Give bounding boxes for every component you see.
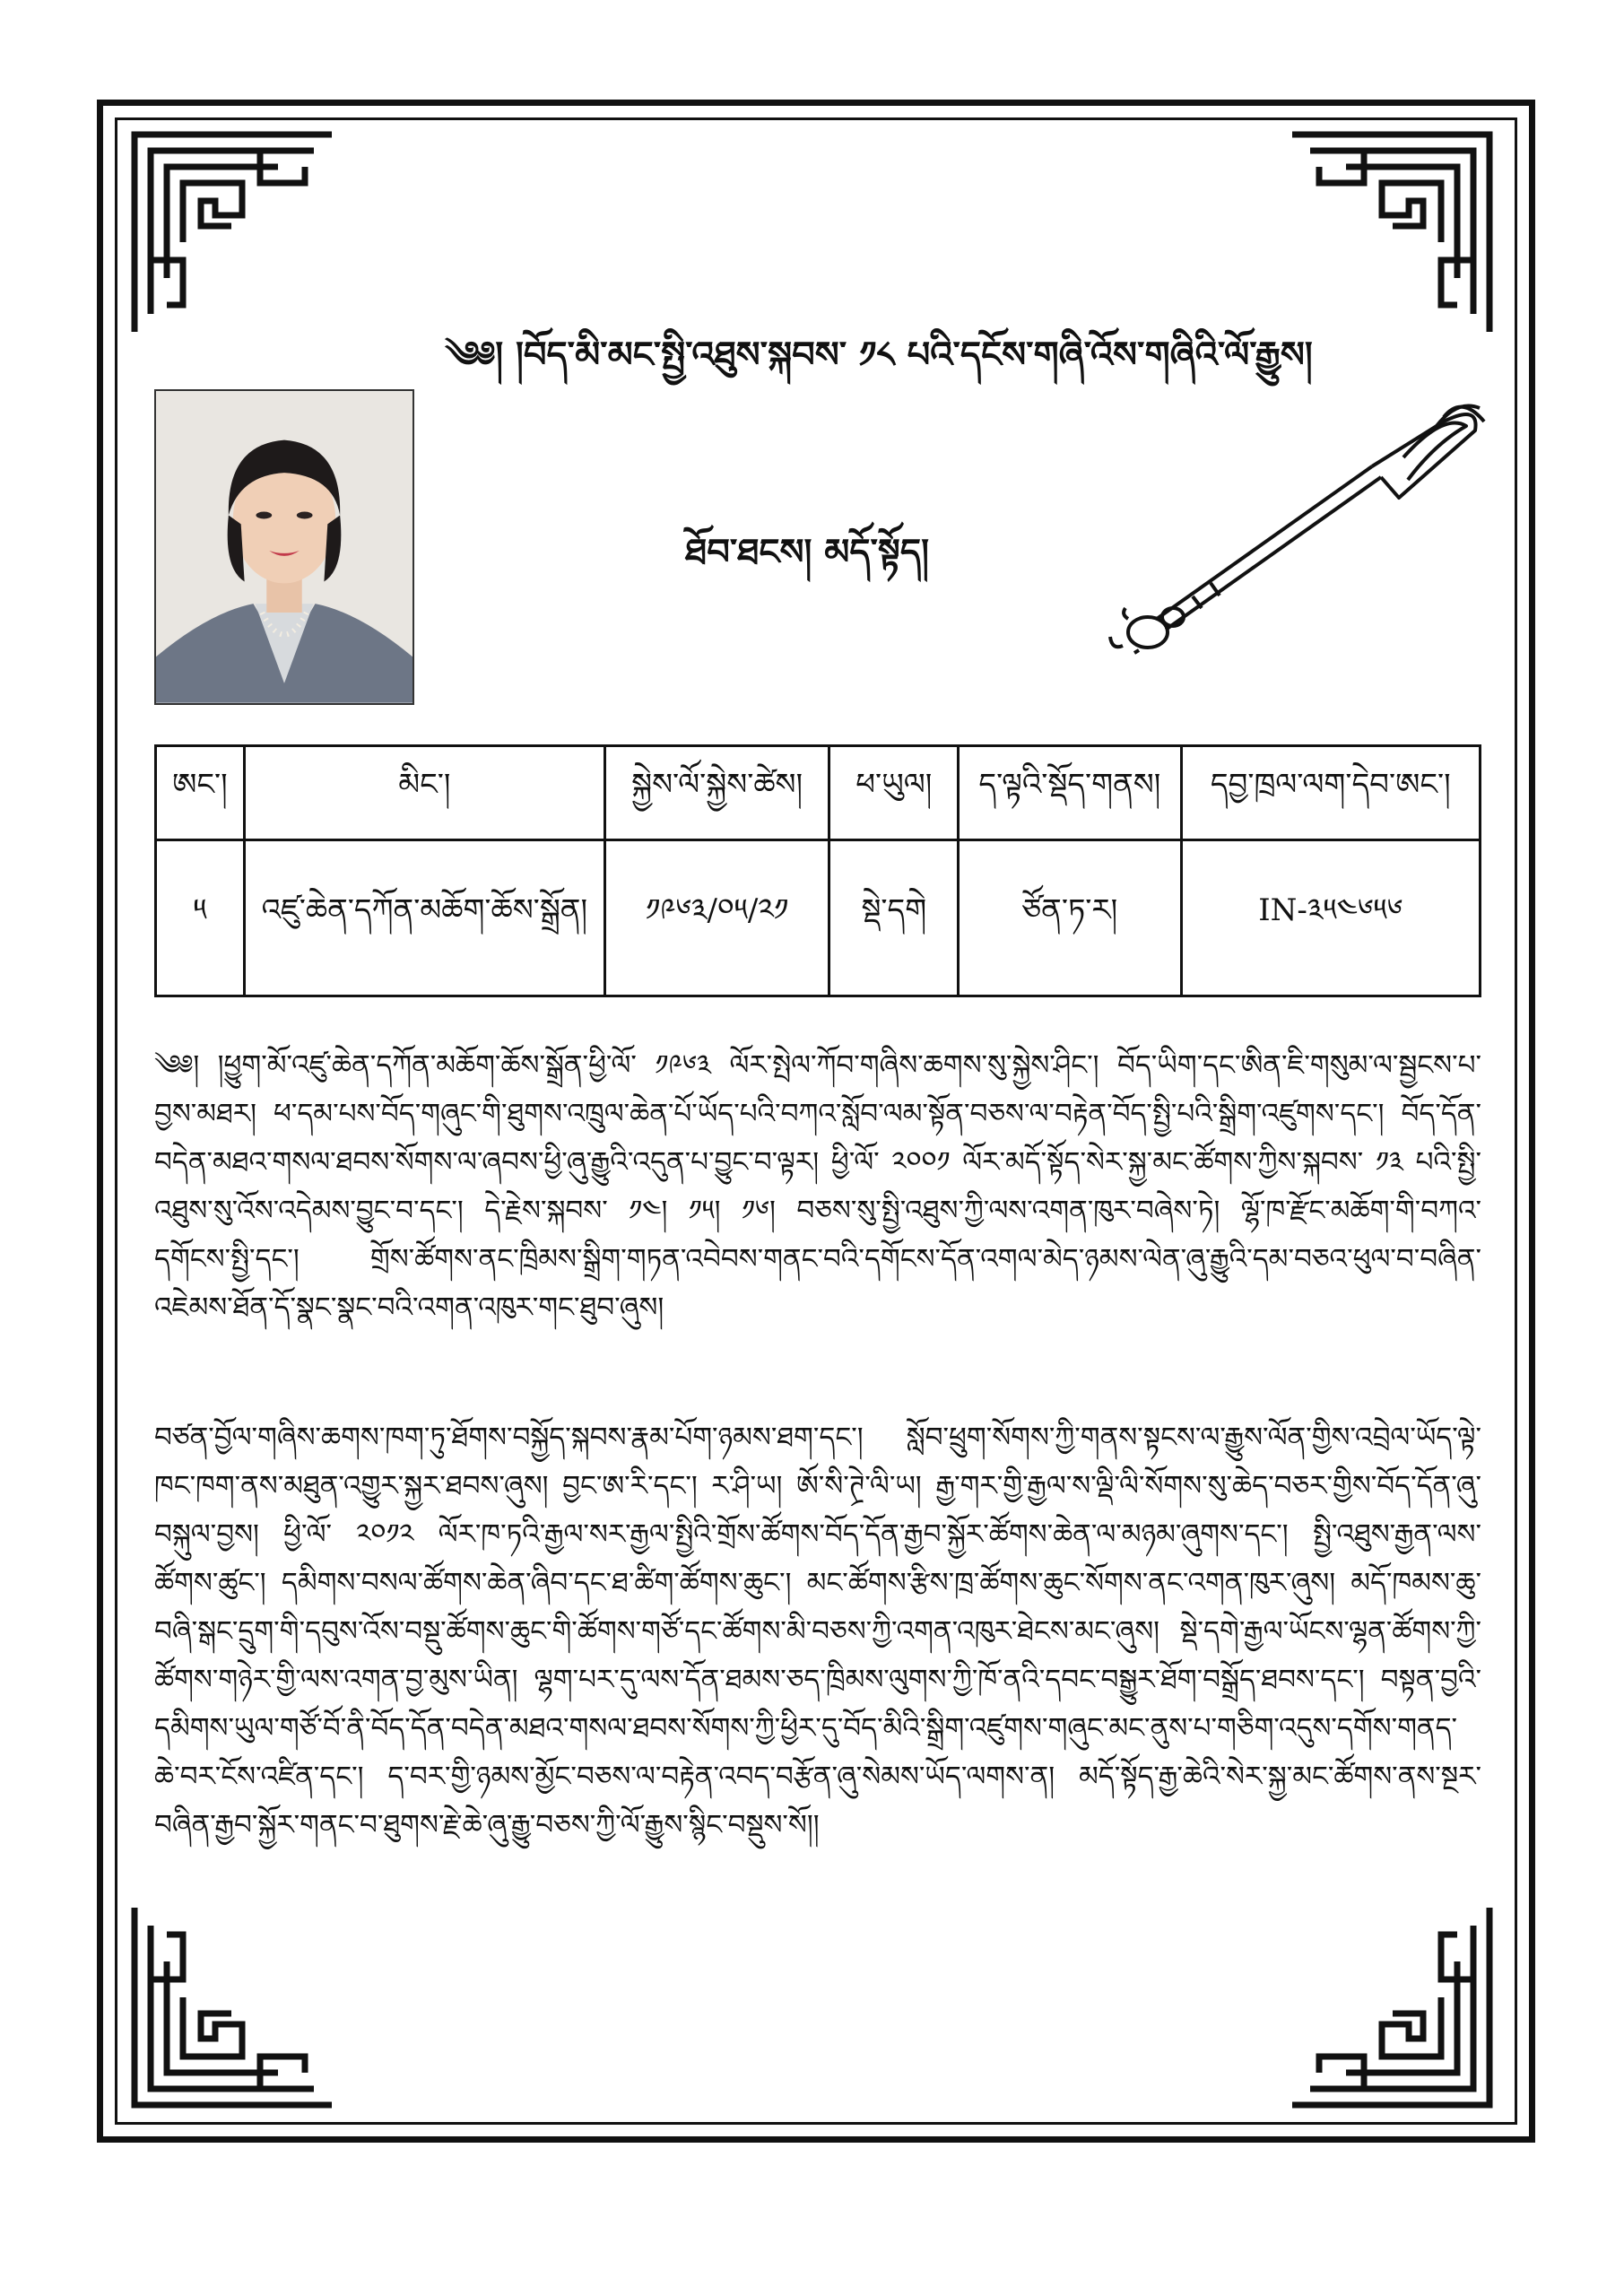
cell-name: འཛུ་ཆེན་དཀོན་མཆོག་ཆོས་སྒྲོན། — [244, 840, 604, 996]
table-header-row — [156, 746, 1481, 840]
header-green-book-number: དབྱ་ཁྲལ་ལག་དེབ་ཨང་། — [1181, 746, 1480, 840]
table-row — [156, 840, 1481, 996]
cell-birth-date: ༡༩༦༣/༠༥/༢༡ — [604, 840, 829, 996]
corner-ornament-top-right — [1283, 126, 1498, 341]
corner-ornament-bottom-right — [1283, 1899, 1498, 2114]
biography-paragraph-1: ༄༅། །ཕྱུག་མོ་འཛུ་ཆེན་དཀོན་མཆོག་ཆོས་སྒྲོན་ཕྱི་ལོ་ ༡༩༦༣ ལོར་སྤེལ་ཀོབ་གཞིས་ཆགས་སུ་སྐྱེས་ཤིང་། བོད་ཡིག་དང་ཨིན་ཇི་གསུམ་ལ་སྦྱངས་པ་བྱས་མཐར། ཕ་དམ་པས་བོད་གཞུང་གི་ཐུགས་འཁྲུལ་ཆེན་པོ་ཡོད་པའི་བཀའ་སློབ་ལམ་སྟོན་བཅས་ལ་བརྟེན་བོད་སྤྱི་པའི་སྒྲིག་འཛུགས་དང་། བོད་དོན་བདེན་མཐའ་གསལ་ཐབས་སོགས་ལ་ཞབས་ཕྱི་ཞུ་རྒྱུའི་འདུན་པ་བྱུང་བ་ལྟར། ཕྱི་ལོ་ ༢༠༠༡ ལོར་མདོ་སྟོད་སེར་སྐྱ་མང་ཚོགས་ཀྱིས་སྐབས་ ༡༣ པའི་སྤྱི་འཐུས་སུ་འོས་འདེམས་བྱུང་བ་དང་། དེ་རྗེས་སྐབས་ ༡༤། ༡༥། ༡༦། བཅས་སུ་སྤྱི་འཐུས་ཀྱི་ལས་འགན་ཁུར་བཞེས་ཏེ། ལྷོ་ཁ་རྫོང་མཆོག་གི་བཀའ་དགོངས་སྤྱི་དང་། གྲོས་ཚོགས་ནང་ཁྲིམས་སྒྲིག་གཏན་འབེབས་གནང་བའི་དགོངས་དོན་འགལ་མེད་ཉམས་ལེན་ཞུ་རྒྱུའི་དམ་བཅའ་ཕུལ་བ་བཞིན་འཇེམས་ཐོན་དོ་སྣང་སྣང་བའི་འགན་འཁུར་གང་ཐུབ་ཞུས། — [154, 1049, 1481, 1324]
header-number: ཨང་། — [156, 746, 245, 840]
page-title: ༄༅། །བོད་མི་མང་སྤྱི་འཐུས་སྐབས་ ༡༨ པའི་དངོས་གཞི་འོས་གཞིའི་ལོ་རྒྱུས། — [445, 334, 1313, 376]
header-native-place: ཕ་ཡུལ། — [829, 746, 959, 840]
cell-green-book-number: IN-༣༥༤༦༥༦ — [1181, 840, 1480, 996]
corner-ornament-top-left — [126, 126, 341, 341]
biography-paragraph-2: བཙན་བྱོལ་གཞིས་ཆགས་ཁག་ཏུ་ཐོགས་བསྐྱོད་སྐབས་རྣམ་པོག་ཉམས་ཐག་དང་། སློབ་ཕྲུག་སོགས་ཀྱི་གནས་སྟངས་ལ་རྒྱུས་ལོན་གྱིས་འབྲེལ་ཡོད་ལྟེ་ཁང་ཁག་ནས་མཐུན་འགྱུར་སྐྱར་ཐབས་ཞུས། བྱང་ཨ་རི་དང་། ར་ཤི་ཡ། ཨོ་སི་ཊྲེ་ལི་ཡ། རྒྱ་གར་གྱི་རྒྱལ་ས་ལྡི་ལི་སོགས་སུ་ཆེད་བཅར་གྱིས་བོད་དོན་ཞུ་བསྐུལ་བྱས། ཕྱི་ལོ་ ༢༠༡༢ ལོར་ཁ་ཏའི་རྒྱལ་སར་རྒྱལ་སྤྱིའི་གྲོས་ཚོགས་བོད་དོན་རྒྱབ་སྐྱོར་ཚོགས་ཆེན་ལ་མཉམ་ཞུགས་དང་། སྤྱི་འཐུས་རྒྱན་ལས་ཚོགས་ཚུང་། དམིགས་བསལ་ཚོགས་ཆེན་ཞིབ་དང་ཐ་ཚིག་ཚོགས་ཆུང་། མང་ཚོགས་རྩིས་ཁྲ་ཚོགས་ཆུང་སོགས་ནང་འགན་ཁུར་ཞུས། མདོ་ཁམས་ཆུ་བཞི་སྒང་དྲུག་གི་དབུས་འོས་བསྡུ་ཚོགས་ཆུང་གི་ཚོགས་གཙོ་དང་ཚོགས་མི་བཅས་ཀྱི་འགན་འཁུར་ཐེངས་མང་ཞུས། སྡེ་དགེ་རྒྱལ་ཡོངས་ལྷན་ཚོགས་ཀྱི་ཚོགས་གཉེར་གྱི་ལས་འགན་བྱ་མུས་ཡིན། ལྷག་པར་དུ་ལས་དོན་ཐམས་ཅད་ཁྲིམས་ལུགས་ཀྱི་ཁོ་ནའི་དབང་བསྒྱུར་ཐོག་བསྒྲོད་ཐབས་དང་། བསྟན་བྱའི་དམིགས་ཡུལ་གཙོ་བོ་ནི་བོད་དོན་བདེན་མཐའ་གསལ་ཐབས་སོགས་ཀྱི་ཕྱིར་དུ་བོད་མིའི་སྒྲིག་འཛུགས་གཞུང་མང་ནུས་པ་གཅིག་འདུས་དགོས་གནད་ཆེ་བར་ངོས་འཛིན་དང་། ད་བར་གྱི་ཉམས་མྱོང་བཅས་ལ་བརྟེན་འབད་བརྩོན་ཞུ་སེམས་ཡོད་ལགས་ན། མདོ་སྟོད་རྒྱ་ཆེའི་སེར་སྐྱ་མང་ཚོགས་ནས་སྔར་བཞིན་རྒྱབ་སྐྱོར་གནང་བ་ཐུགས་རྗེ་ཆེ་ཞུ་རྒྱུ་བཅས་ཀྱི་ལོ་རྒྱུས་སྙིང་བསྡུས་སོ།། — [154, 1422, 1481, 1841]
candidate-table — [154, 744, 1481, 997]
corner-ornament-bottom-left — [126, 1899, 341, 2114]
constituency-label: ཐོབ་ཐངས། མདོ་སྟོད། — [685, 531, 929, 573]
header-birth-date: སྐྱེས་ལོ་སྐྱེས་ཚེས། — [604, 746, 829, 840]
header-name: མིང་། — [244, 746, 604, 840]
cell-number: ༥ — [156, 840, 245, 996]
header-current-residence: ད་ལྟའི་སྡོད་གནས། — [959, 746, 1181, 840]
candidate-portrait-icon — [154, 389, 414, 705]
cell-native-place: སྡེ་དགེ — [829, 840, 959, 996]
cell-current-residence: ཙོན་ཏ་ར། — [959, 840, 1181, 996]
phurba-dagger-icon — [1103, 395, 1489, 655]
